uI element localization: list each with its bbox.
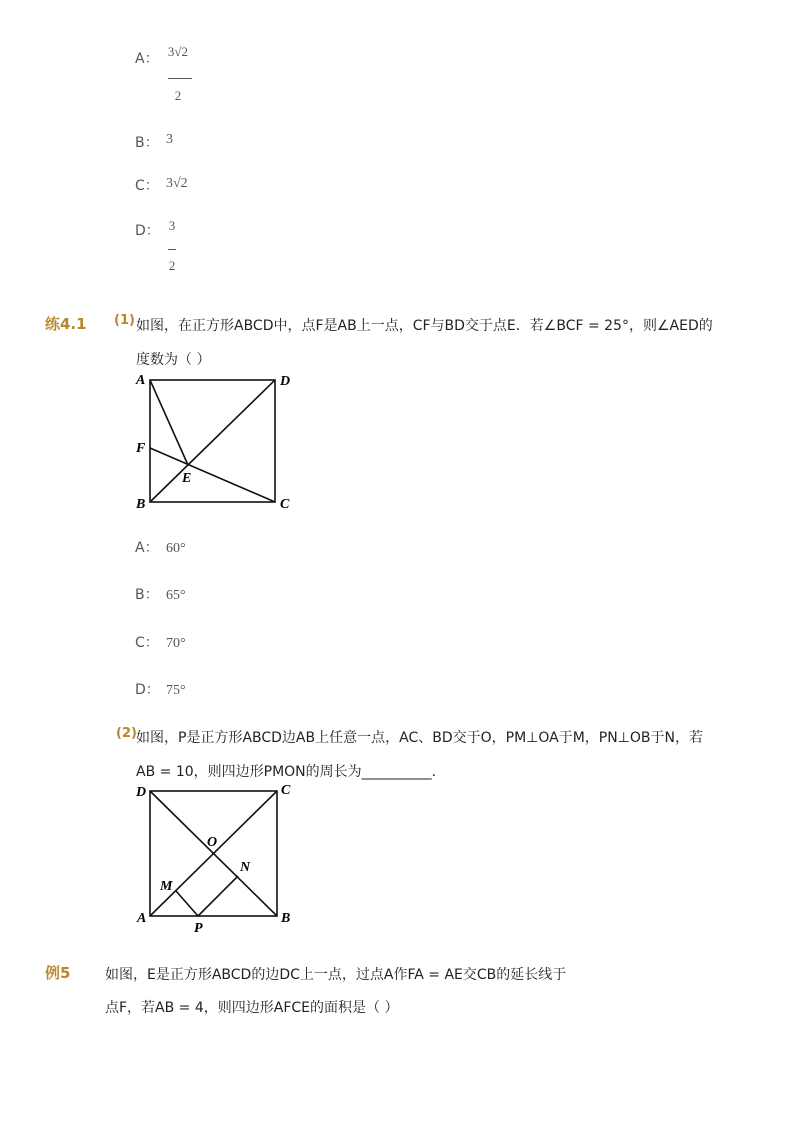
figure-1 [150,380,275,502]
fig2-label-p: P [194,921,203,936]
example-label: 例5 [45,964,71,982]
question-text: 如图，在正方形ABCD中，点F是AB上一点，CF与BD交于点E．若∠BCF = 25°，则∠AED的 [136,318,713,334]
option-c-value: 3√2 [166,176,188,191]
option-a-label[interactable]: A： [135,51,159,67]
question-number: (2) [116,726,137,741]
option-b-value: 3 [166,132,173,147]
fig2-label-c: C [281,783,291,798]
fig1-label-a: A [136,373,146,388]
question-text: 如图，E是正方形ABCD的边DC上一点，过点A作FA = AE交CB的延长线于 [105,967,567,983]
fig2-label-n: N [240,860,251,875]
option-b-value: 65° [166,588,186,603]
question-text: 如图，P是正方形ABCD边AB上任意一点，AC、BD交于O，PM⊥OA于M，PN⊥OB于N，若 [136,730,703,746]
option-c-value: 70° [166,636,186,651]
option-b-label[interactable]: B： [135,135,159,151]
option-a-numerator: 3√2 [167,44,189,59]
fig1-label-f: F [136,441,146,456]
option-a-label[interactable]: A： [135,540,159,556]
fig1-label-b: B [136,497,146,512]
figure-2 [150,791,277,916]
fig2-label-d: D [136,785,147,800]
fig1-label-c: C [280,497,290,512]
option-d-value: 75° [166,683,186,698]
option-d-label[interactable]: D： [135,223,160,239]
fig2-label-b: B [281,911,291,926]
option-d-denominator: 2 [168,258,176,273]
option-d-numerator: 3 [168,218,176,233]
option-b-label[interactable]: B： [135,587,159,603]
question-text: 度数为（ ） [136,352,211,368]
question-text: AB = 10，则四边形PMON的周长为__________． [136,764,446,780]
fig2-label-o: O [207,835,218,850]
option-a-denominator: 2 [174,88,182,103]
fig2-label-a: A [137,911,147,926]
fig2-label-m: M [160,879,173,894]
fig1-label-d: D [280,374,291,389]
option-c-label[interactable]: C： [135,635,159,651]
question-text: 点F，若AB = 4，则四边形AFCE的面积是（ ） [105,1000,399,1016]
option-c-label[interactable]: C： [135,178,159,194]
question-number: (1) [114,313,135,328]
exercise-label: 练4.1 [45,315,87,333]
fig1-label-e: E [182,471,192,486]
option-a-value: 60° [166,541,186,556]
option-d-label[interactable]: D： [135,682,160,698]
